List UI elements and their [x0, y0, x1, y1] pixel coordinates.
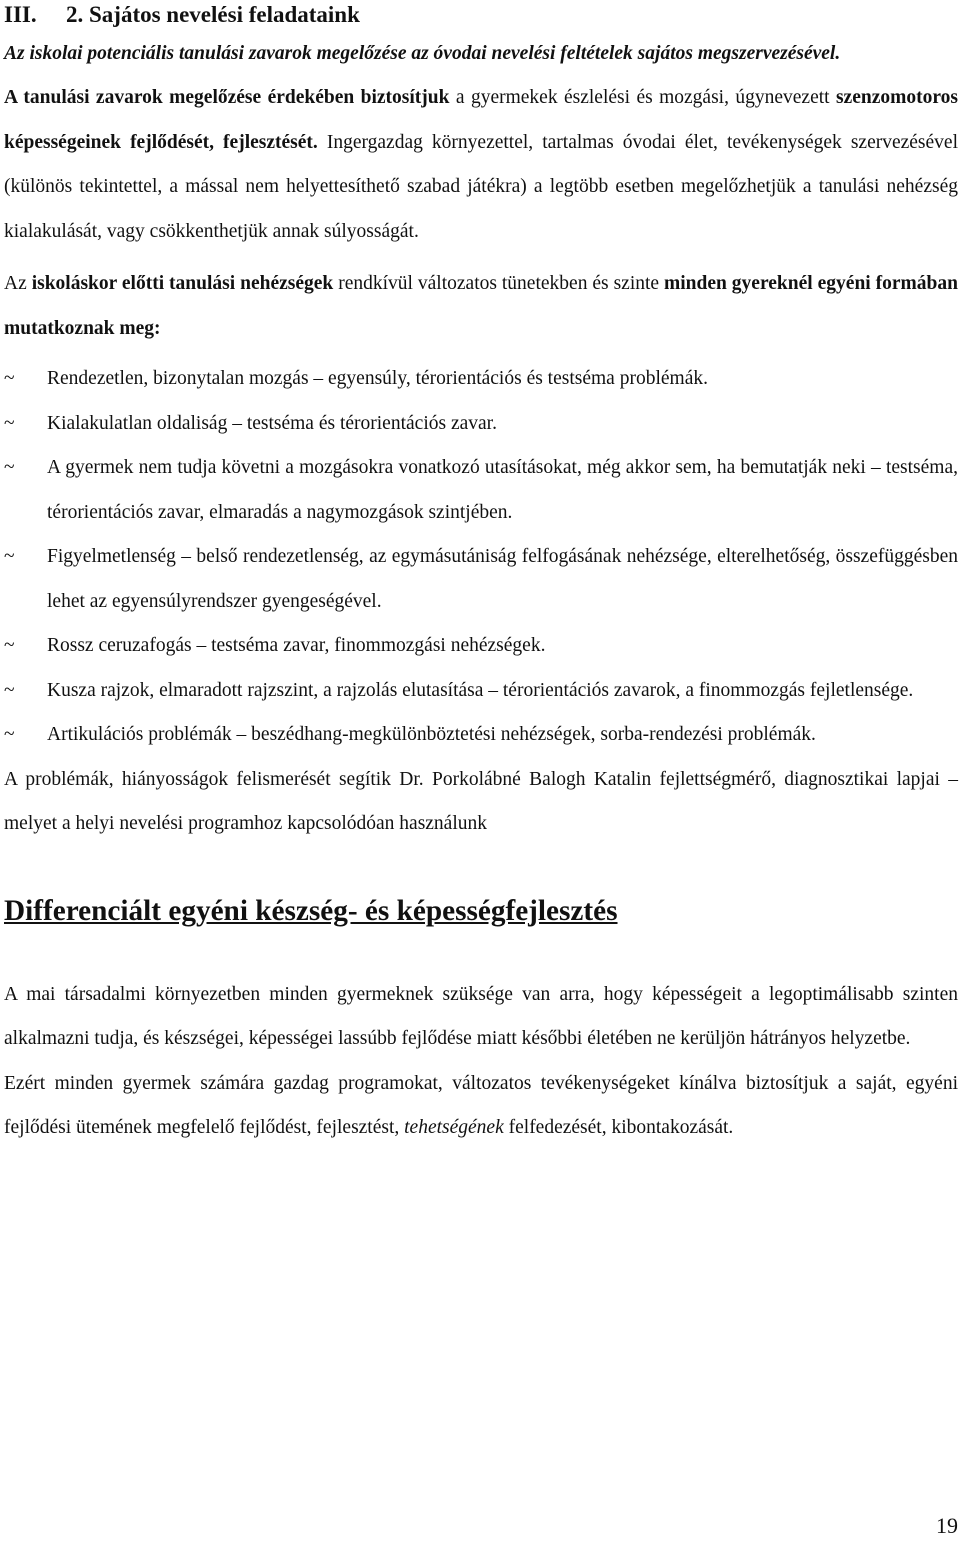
- paragraph-difficulties-bold-2: minden gyereknél egyéni formában mutatkoznak meg:: [4, 273, 958, 339]
- list-bullet: ~: [4, 412, 15, 434]
- list-item-text: Kusza rajzok, elmaradott rajzszint, a rajzolás elutasítása – térorientációs zavarok, a finommozgás fejletlensége.: [47, 679, 914, 701]
- paragraph-difficulties-text-1: Az: [4, 273, 32, 294]
- list-item-text: Rossz ceruzafogás – testséma zavar, finommozgási nehézségek.: [47, 635, 546, 656]
- list-bullet: ~: [4, 368, 15, 389]
- paragraph-programs-text-1: Ezért minden gyermek számára gazdag programokat, változatos tevékenységeket kínálva biztosítjuk a saját, egyéni fejlődési ütemének megfelelő fejlődést, fejlesztést,: [4, 1072, 958, 1138]
- symptom-list: [4, 357, 958, 758]
- list-item-text: Rendezetlen, bizonytalan mozgás – egyensúly, térorientációs és testséma problémák.: [47, 368, 708, 389]
- document-page: [4, 0, 958, 1151]
- list-item: [4, 624, 958, 669]
- paragraph-prevention-bold-2: szenzomotoros képességeinek fejlődését, fejlesztését.: [4, 87, 958, 153]
- list-item-text: Kialakulatlan oldaliság – testséma és térorientációs zavar.: [47, 412, 497, 434]
- paragraph-society: A mai társadalmi környezetben minden gyermeknek szüksége van arra, hogy képességeit a legoptimálisabb szinten alkalmazni tudja, és készségei, képességei lassúbb fejlődése miatt későbbi életében ne kerüljön hátrányos helyzetbe.: [4, 983, 958, 1049]
- section-subtitle: Az iskolai potenciális tanulási zavarok megelőzése az óvodai nevelési feltételek sajátos megszervezésével.: [4, 43, 841, 64]
- paragraph-difficulties-bold-1: iskoláskor előtti tanulási nehézségek: [31, 273, 334, 294]
- list-item: [4, 535, 958, 624]
- subsection-title: Differenciált egyéni készség- és képességfejlesztés: [4, 894, 618, 927]
- paragraph-prevention-bold-1: A tanulási zavarok megelőzése érdekében biztosítjuk: [4, 87, 450, 108]
- list-item-text: Artikulációs problémák – beszédhang-megkülönböztetési nehézségek, sorba-rendezési problémák.: [47, 724, 816, 745]
- list-item: [4, 446, 958, 535]
- page-number: 19: [936, 1513, 958, 1538]
- paragraph-programs-italic: tehetségének: [404, 1117, 504, 1138]
- list-bullet: ~: [4, 635, 15, 656]
- list-bullet: ~: [4, 457, 15, 478]
- list-item: [4, 669, 958, 714]
- list-bullet: ~: [4, 546, 15, 567]
- paragraph-difficulties: [4, 262, 958, 351]
- paragraph-difficulties-text-2: rendkívül változatos tünetekben és szinte: [333, 273, 665, 294]
- list-bullet: ~: [4, 724, 15, 745]
- list-item-text: A gyermek nem tudja követni a mozgásokra vonatkozó utasításokat, még akkor sem, ha bemutatják neki – testséma, térorientációs zavar, elmaradás a nagymozgások szintjében.: [47, 457, 958, 523]
- paragraph-prevention: [4, 76, 958, 254]
- list-item: [4, 402, 958, 447]
- section-number: III.: [4, 2, 37, 27]
- paragraph-programs-text-2: felfedezését, kibontakozását.: [503, 1117, 734, 1138]
- section-heading: [4, 0, 958, 30]
- paragraph-prevention-text-2: Ingergazdag környezettel, tartalmas óvodai élet, tevékenységek szervezésével (különös tekintettel, a mással nem helyettesíthető szabad játékra) a legtöbb esetben megelőzhetjük a tanulási nehézség kialakulását, vagy csökkenthetjük annak súlyosságát.: [4, 131, 958, 242]
- paragraph-prevention-text-1: a gyermekek észlelési és mozgási, úgynevezett: [449, 87, 836, 108]
- list-bullet: ~: [4, 679, 15, 701]
- paragraph-programs: [4, 1062, 958, 1151]
- list-item: [4, 357, 958, 402]
- paragraph-diagnostics: A problémák, hiányosságok felismerését segítik Dr. Porkolábné Balogh Katalin fejlettségmérő, diagnosztikai lapjai – melyet a helyi nevelési programhoz kapcsolódóan használunk: [4, 768, 958, 834]
- list-item-text: Figyelmetlenség – belső rendezetlenség, az egymásutániság felfogásának nehézsége, elterelhetőség, összefüggésben lehet az egyensúlyrendszer gyengeségével.: [47, 546, 958, 612]
- list-item: [4, 713, 958, 758]
- section-heading-title: 2. Sajátos nevelési feladataink: [66, 2, 360, 27]
